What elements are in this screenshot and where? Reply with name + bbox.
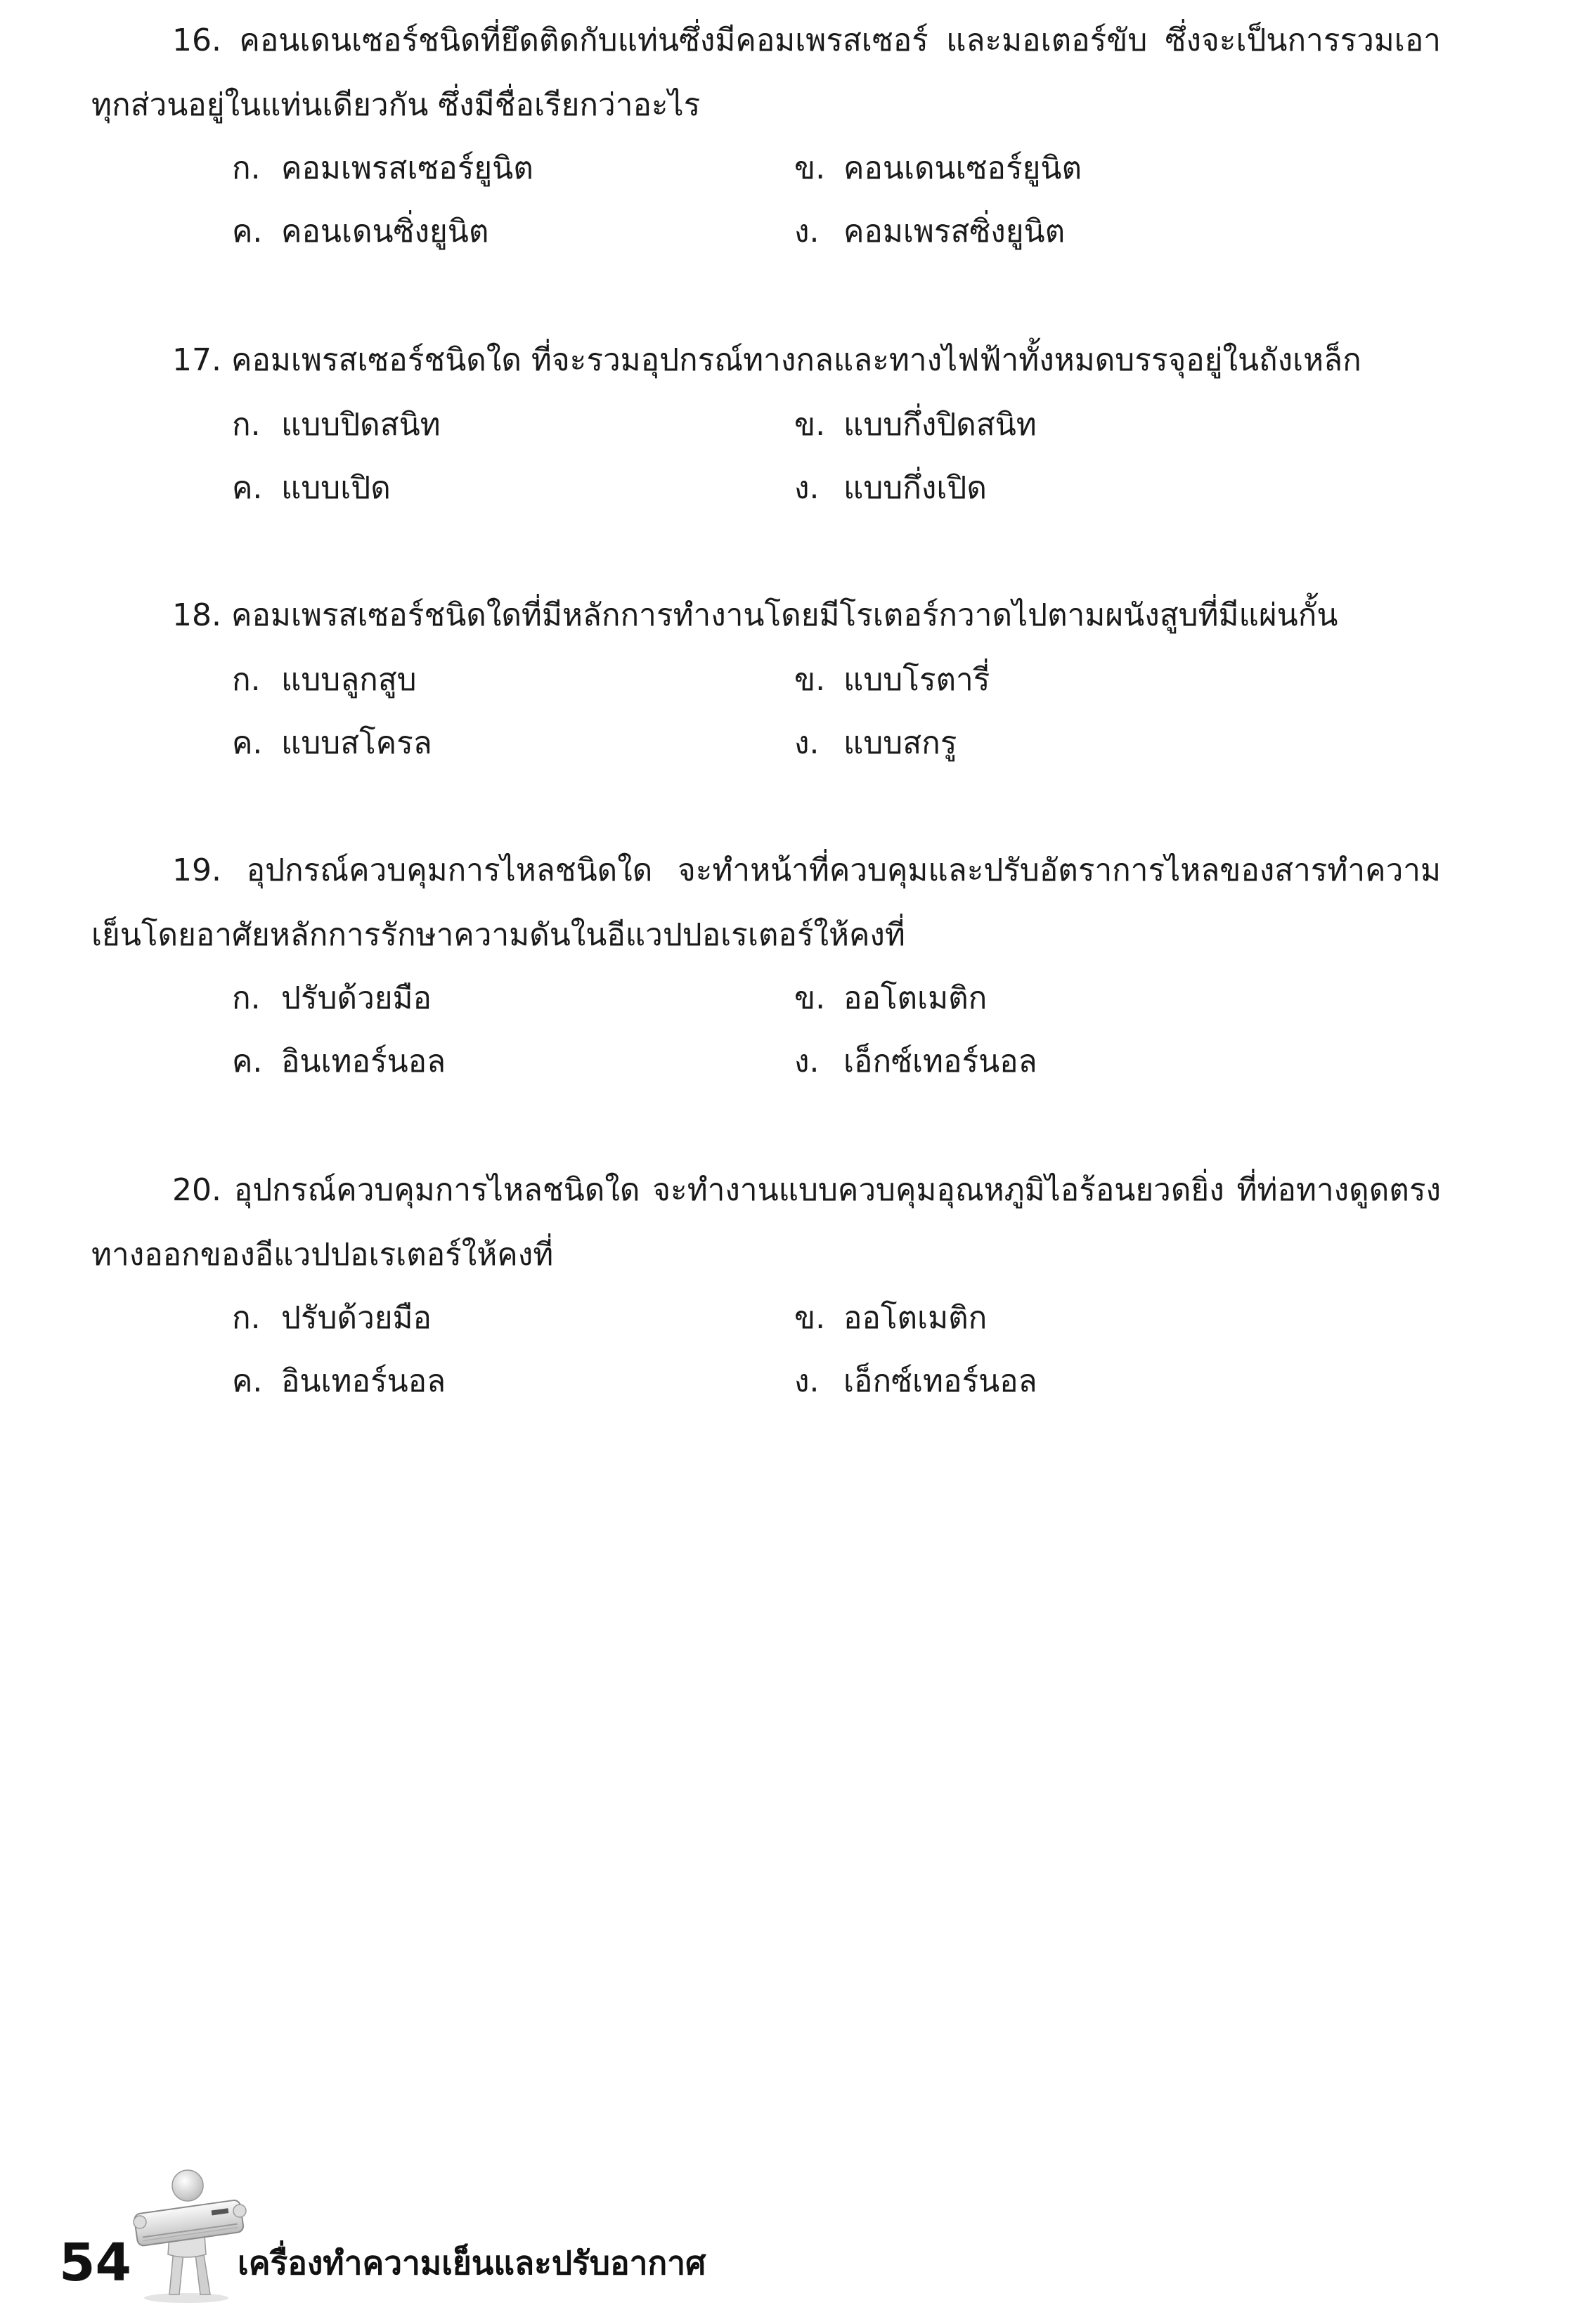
question-number: 19. — [172, 852, 221, 888]
option-text: แบบปิดสนิท — [281, 407, 441, 443]
option-letter: ก. — [232, 980, 261, 1016]
option-text: แบบกึ่งปิดสนิท — [843, 407, 1037, 443]
option-ngo — [794, 1041, 1037, 1083]
option-letter: ค. — [232, 725, 263, 761]
question-stem — [91, 8, 1441, 138]
option-kho-khwai — [232, 467, 391, 509]
question-stem — [91, 1158, 1441, 1287]
option-letter: ง. — [794, 1044, 820, 1079]
option-kho-khwai — [232, 1361, 446, 1403]
option-letter: ข. — [794, 150, 826, 186]
option-letter: ง. — [794, 470, 820, 506]
option-kho — [794, 659, 990, 701]
option-letter: ค. — [232, 470, 263, 506]
option-text: เอ็กซ์เทอร์นอล — [843, 1044, 1037, 1079]
option-letter: ก. — [232, 407, 261, 443]
question-stem — [91, 583, 1441, 648]
option-text: แบบสกรู — [843, 725, 957, 761]
page-number: 54 — [59, 2233, 131, 2293]
option-kho-khwai — [232, 722, 432, 765]
option-ka — [232, 978, 432, 1020]
option-letter: ค. — [232, 1363, 263, 1399]
option-kho-khwai — [232, 1041, 446, 1083]
option-letter: ข. — [794, 980, 826, 1016]
person-carrying-air-conditioner-icon — [130, 2157, 250, 2305]
question-number: 18. — [172, 597, 221, 633]
option-kho-khwai — [232, 211, 488, 253]
question-stem — [91, 838, 1441, 968]
option-text: คอนเดนเซอร์ยูนิต — [843, 150, 1082, 186]
question-text: อุปกรณ์ควบคุมการไหลชนิดใด จะทำหน้าที่ควบคุมและปรับอัตราการไหลของสารทำความเย็นโดยอาศัยหลักการรักษาความดันในอีแวปปอเรเตอร์ให้คงที่ — [91, 852, 1441, 953]
option-ka — [232, 404, 441, 446]
option-text: แบบเปิด — [281, 470, 391, 506]
question-text: คอนเดนเซอร์ชนิดที่ยึดติดกับแท่นซึ่งมีคอมเพรสเซอร์ และมอเตอร์ขับ ซึ่งจะเป็นการรวมเอาทุกส่วนอยู่ในแท่นเดียวกัน ซึ่งมีชื่อเรียกว่าอะไร — [91, 22, 1441, 123]
option-letter: ก. — [232, 662, 261, 698]
option-letter: ก. — [232, 150, 261, 186]
option-text: อินเทอร์นอล — [281, 1044, 446, 1079]
option-kho — [794, 148, 1082, 190]
option-ngo — [794, 211, 1065, 253]
option-text: เอ็กซ์เทอร์นอล — [843, 1363, 1037, 1399]
option-ka — [232, 659, 417, 701]
option-text: คอมเพรสเซอร์ยูนิต — [281, 150, 533, 186]
option-text: แบบโรตารี่ — [843, 662, 990, 698]
question-text: อุปกรณ์ควบคุมการไหลชนิดใด จะทำงานแบบควบคุมอุณหภูมิไอร้อนยวดยิ่ง ที่ท่อทางดูดตรงทางออกของอีแวปปอเรเตอร์ให้คงที่ — [91, 1172, 1441, 1273]
option-letter: ง. — [794, 1363, 820, 1399]
option-letter: ค. — [232, 1044, 263, 1079]
option-ka — [232, 1297, 432, 1339]
option-text: แบบกึ่งเปิด — [843, 470, 987, 506]
option-ka — [232, 148, 533, 190]
option-ngo — [794, 467, 987, 509]
option-text: อินเทอร์นอล — [281, 1363, 446, 1399]
option-text: ปรับด้วยมือ — [281, 1300, 432, 1336]
option-text: แบบลูกสูบ — [281, 662, 417, 698]
option-text: คอนเดนซิ่งยูนิต — [281, 214, 489, 249]
option-letter: ก. — [232, 1300, 261, 1336]
option-letter: ค. — [232, 214, 263, 249]
option-text: คอมเพรสซิ่งยูนิต — [843, 214, 1066, 249]
page-footer — [0, 2157, 1592, 2312]
option-letter: ง. — [794, 725, 820, 761]
option-text: ปรับด้วยมือ — [281, 980, 432, 1016]
option-text: ออโตเมติก — [843, 980, 988, 1016]
option-kho — [794, 1297, 987, 1339]
option-ngo — [794, 1361, 1037, 1403]
option-text: แบบสโครล — [281, 725, 432, 761]
option-letter: ข. — [794, 407, 826, 443]
book-title: เครื่องทำความเย็นและปรับอากาศ — [238, 2244, 706, 2282]
option-text: ออโตเมติก — [843, 1300, 988, 1336]
option-letter: ข. — [794, 662, 826, 698]
option-letter: ง. — [794, 214, 820, 249]
question-text: คอมเพรสเซอร์ชนิดใด ที่จะรวมอุปกรณ์ทางกลและทางไฟฟ้าทั้งหมดบรรจุอยู่ในถังเหล็ก — [231, 342, 1361, 378]
option-kho — [794, 404, 1037, 446]
option-kho — [794, 978, 987, 1020]
question-number: 17. — [172, 342, 221, 378]
question-number: 16. — [172, 22, 221, 58]
question-stem — [91, 328, 1441, 393]
option-ngo — [794, 722, 957, 765]
question-number: 20. — [172, 1172, 221, 1208]
question-text: คอมเพรสเซอร์ชนิดใดที่มีหลักการทำงานโดยมีโรเตอร์กวาดไปตามผนังสูบที่มีแผ่นกั้น — [231, 597, 1338, 633]
option-letter: ข. — [794, 1300, 826, 1336]
